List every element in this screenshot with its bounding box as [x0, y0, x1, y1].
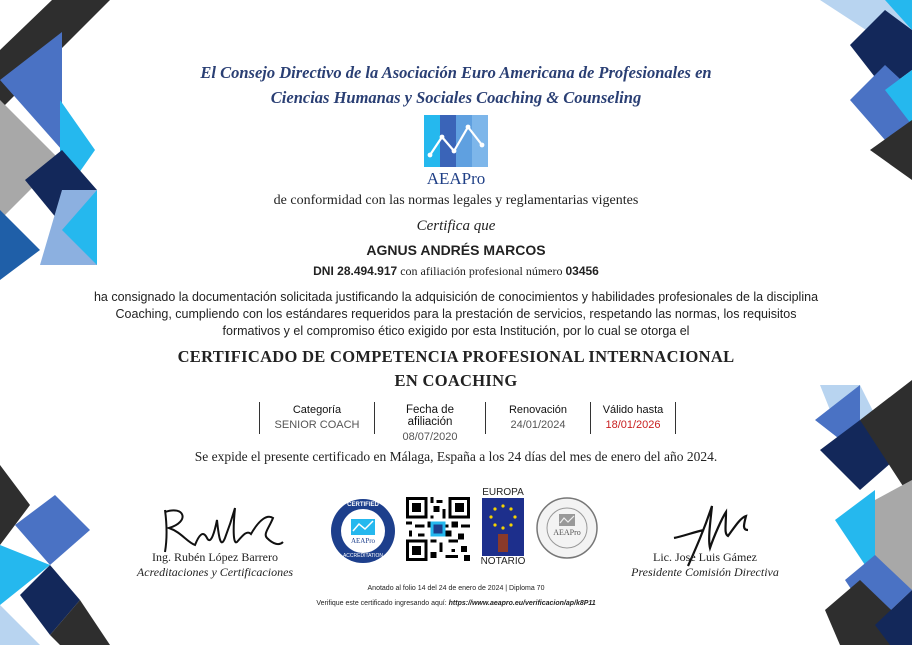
signature-right-block: [600, 550, 810, 580]
holder-name: AGNUS ANDRÉS MARCOS: [366, 242, 546, 258]
signatory-left-name: Ing. Rubén López Barrero: [152, 550, 278, 564]
europa-label: EUROPA: [482, 487, 524, 498]
detail-value: 24/01/2024: [510, 419, 566, 431]
certifies-label: Certifica que: [416, 218, 496, 234]
dni-line: [0, 264, 912, 279]
verification-prefix: Verifique este certificado ingresando aquí:: [316, 600, 449, 607]
detail-valid-until: [590, 402, 676, 434]
signatory-right-role: Presidente Comisión Directiva: [631, 565, 779, 579]
certificate-title: [0, 345, 912, 393]
detail-value: 18/01/2026: [605, 419, 661, 431]
issued-statement: Se expide el presente certificado en Málaga, España a los 24 días del mes de enero del año 2024.: [194, 449, 718, 464]
detail-label: Fecha de afiliación: [406, 404, 454, 428]
seal-top-text: CERTIFIED: [347, 502, 379, 508]
aeapro-logo: [420, 115, 492, 193]
conformity-statement: de conformidad con las normas legales y reglamentarias vigentes: [273, 193, 639, 208]
seal-center-text: AEAPro: [350, 537, 376, 545]
body-text: ha consignado la documentación solicitada justificando la adquisición de conocimientos y habilidades profesionales de la disciplina Coaching, cumpliendo con los estándares requeridos para la prestación de servicios, respetando las normas, los requisitos formativos y el compromiso ético exigido por esta Institución, por lo cual se otorga el: [93, 290, 819, 338]
aeapro-logo-icon: [424, 115, 488, 167]
detail-affiliation-date: [374, 402, 485, 443]
detail-value: 08/07/2020: [402, 431, 458, 443]
association-round-stamp: [535, 496, 599, 560]
detail-label: Válido hasta: [602, 404, 664, 416]
certificate-title-line2: EN COACHING: [394, 371, 518, 390]
detail-renewal: [485, 402, 590, 434]
eu-flag-icon: [478, 498, 528, 556]
round-stamp-center: AEAPro: [553, 528, 581, 537]
signatory-right-name: Lic. José Luis Gámez: [653, 550, 757, 564]
certified-accreditation-seal: [330, 498, 396, 564]
details-table: [259, 402, 676, 443]
detail-category: [259, 402, 374, 434]
notario-label: NOTARIO: [480, 556, 526, 567]
dni-prefix: DNI: [313, 264, 338, 278]
affiliation-number: 03456: [565, 264, 599, 278]
seal-bottom-text: ACCREDITATION: [342, 553, 384, 559]
folio-note: Anotado al folio 14 del 24 de enero de 2024 | Diploma 70: [367, 585, 545, 592]
issuer-heading-line2: Ciencias Humanas y Sociales Coaching & Counseling: [270, 88, 642, 107]
verification-link[interactable]: https://www.aeapro.eu/verificacion/ap/k8P11: [448, 600, 596, 607]
aeapro-logo-text: AEAPro: [426, 169, 486, 188]
europa-notary-seal: [478, 487, 528, 575]
decor-top-left: [0, 0, 110, 280]
signatory-left-role: Acreditaciones y Certificaciones: [136, 565, 294, 579]
decor-bottom-left: [0, 465, 110, 645]
signature-left-block: [115, 550, 315, 580]
detail-label: Renovación: [508, 404, 568, 416]
detail-value: SENIOR COACH: [274, 419, 360, 431]
dni-middle: con afiliación profesional número: [397, 264, 566, 278]
certificate-title-line1: CERTIFICADO DE COMPETENCIA PROFESIONAL INTERNACIONAL: [177, 347, 735, 366]
issuer-heading: [0, 60, 912, 110]
detail-label: Categoría: [292, 404, 342, 416]
dni-number: 28.494.917: [337, 264, 398, 278]
issuer-heading-line1: El Consejo Directivo de la Asociación Euro Americana de Profesionales en: [200, 63, 712, 82]
verification-note: [0, 600, 912, 607]
qr-code[interactable]: [406, 497, 470, 561]
